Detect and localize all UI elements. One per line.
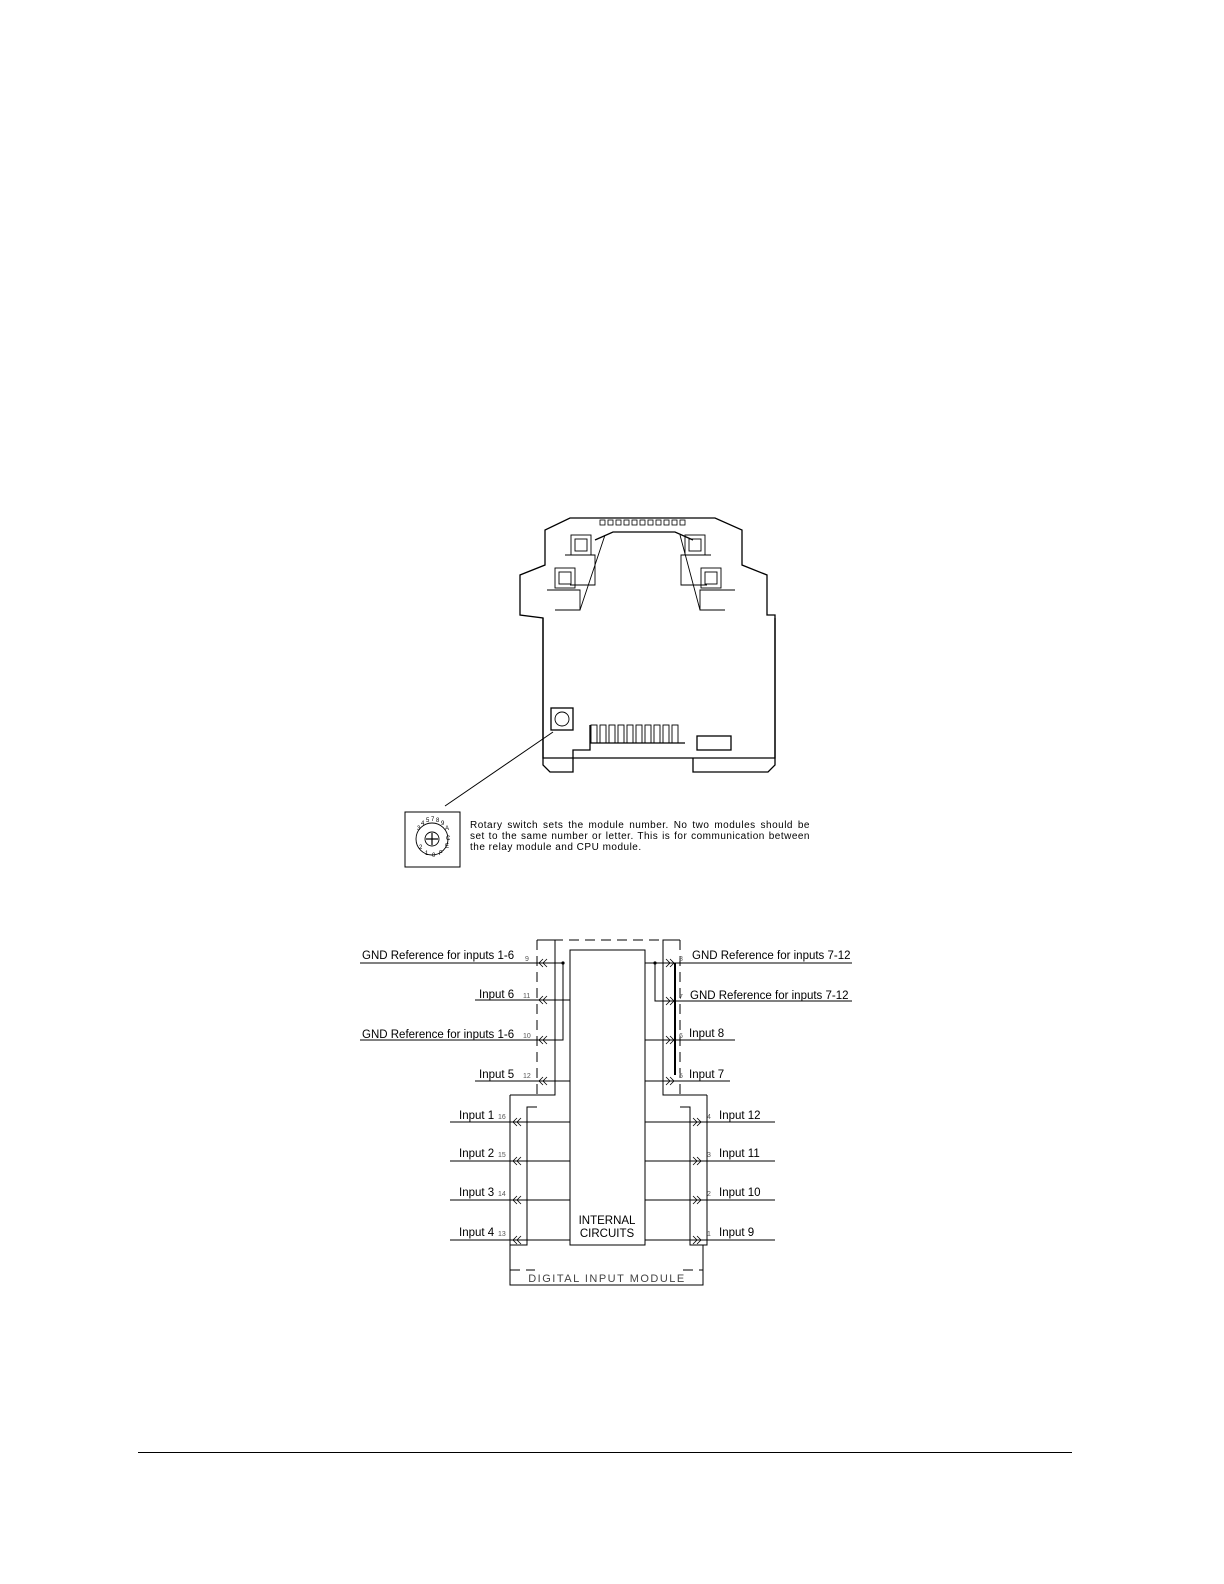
right-terminal-label: Input 9 bbox=[719, 1227, 755, 1239]
internal-circuits-label: INTERNAL bbox=[578, 1215, 636, 1227]
svg-text:C: C bbox=[446, 836, 451, 842]
right-terminal-label: Input 8 bbox=[689, 1028, 725, 1040]
right-terminal-label: Input 12 bbox=[719, 1110, 761, 1122]
svg-text:1: 1 bbox=[425, 851, 429, 857]
svg-text:5: 5 bbox=[426, 818, 430, 824]
right-terminal-pin: 4 bbox=[707, 1114, 711, 1121]
left-terminal-pin: 15 bbox=[498, 1152, 506, 1159]
right-terminal-pin: 5 bbox=[679, 1073, 683, 1080]
right-terminal-pin: 6 bbox=[679, 1033, 683, 1040]
left-terminal-label: Input 5 bbox=[479, 1069, 515, 1081]
right-terminal-label: GND Reference for inputs 7-12 bbox=[692, 950, 851, 962]
left-terminal-pin: 10 bbox=[523, 1033, 531, 1040]
internal-circuits-label: CIRCUITS bbox=[579, 1228, 635, 1240]
svg-text:F: F bbox=[439, 851, 443, 857]
left-terminal-label: Input 3 bbox=[459, 1187, 495, 1199]
footer-rule bbox=[138, 1452, 1072, 1453]
right-terminal-label: Input 10 bbox=[719, 1187, 761, 1199]
right-terminal-pin: 8 bbox=[679, 956, 683, 963]
left-terminal-label: Input 4 bbox=[459, 1227, 495, 1239]
svg-text:7: 7 bbox=[431, 817, 435, 823]
svg-text:9: 9 bbox=[441, 821, 445, 827]
module-label: DIGITAL INPUT MODULE bbox=[528, 1273, 686, 1285]
svg-text:0: 0 bbox=[432, 853, 436, 859]
right-terminal-pin: 7 bbox=[679, 994, 683, 1001]
right-terminal-pin: 1 bbox=[707, 1231, 711, 1238]
left-terminal-label: Input 6 bbox=[479, 989, 515, 1001]
rotary-switch-note: Rotary switch sets the module number. No two modules should be set to the same number or letter. This is for communication between the relay module and CPU module. bbox=[470, 820, 810, 853]
left-terminal-pin: 9 bbox=[525, 956, 529, 963]
svg-text:A: A bbox=[445, 826, 450, 832]
left-terminal-pin: 12 bbox=[523, 1073, 531, 1080]
right-terminal-pin: 3 bbox=[707, 1152, 711, 1159]
right-terminal-label: Input 7 bbox=[689, 1069, 725, 1081]
wiring-diagram bbox=[355, 935, 865, 1295]
svg-text:4: 4 bbox=[421, 821, 425, 827]
svg-text:3: 3 bbox=[417, 826, 421, 832]
left-terminal-label: Input 1 bbox=[459, 1110, 495, 1122]
left-terminal-label: GND Reference for inputs 1-6 bbox=[362, 950, 515, 962]
svg-text:E: E bbox=[445, 844, 450, 850]
left-terminal-label: GND Reference for inputs 1-6 bbox=[362, 1029, 515, 1041]
left-terminal-pin: 16 bbox=[498, 1114, 506, 1121]
svg-text:8: 8 bbox=[436, 818, 440, 824]
svg-text:2: 2 bbox=[419, 845, 423, 851]
left-terminal-pin: 13 bbox=[498, 1231, 506, 1238]
left-terminal-label: Input 2 bbox=[459, 1148, 495, 1160]
right-terminal-label: GND Reference for inputs 7-12 bbox=[690, 990, 849, 1002]
right-terminal-label: Input 11 bbox=[719, 1148, 760, 1160]
left-terminal-pin: 11 bbox=[523, 993, 531, 1000]
right-terminal-pin: 2 bbox=[707, 1191, 711, 1198]
left-terminal-pin: 14 bbox=[498, 1191, 506, 1198]
